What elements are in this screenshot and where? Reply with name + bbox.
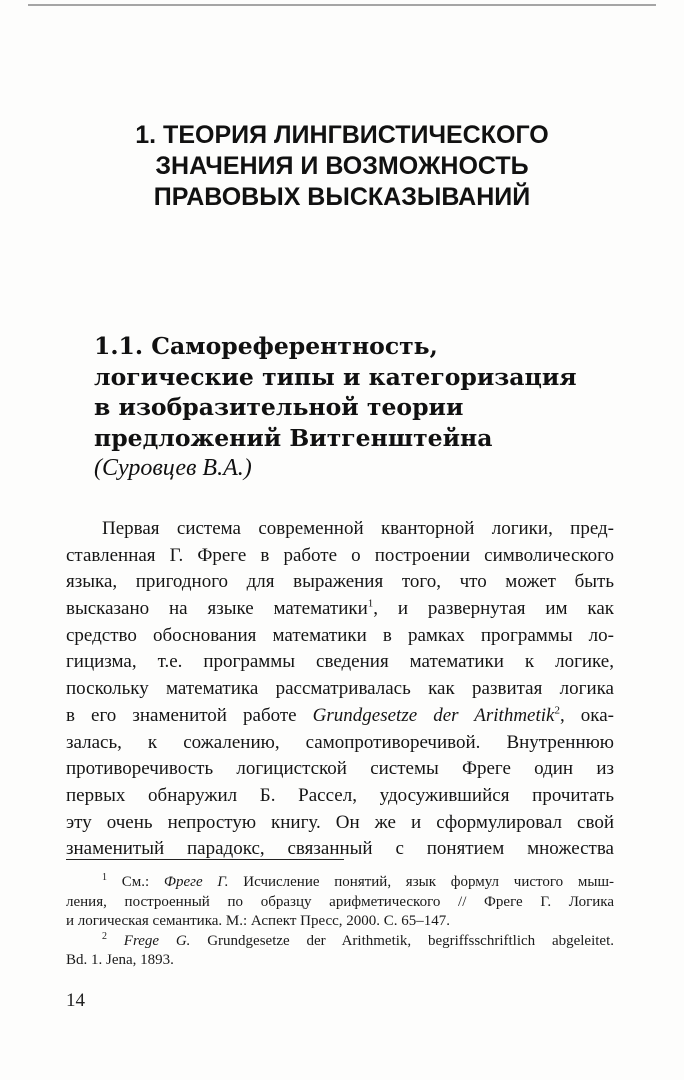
body-line [66,596,614,623]
body-text-fragment: высказано на языке математики [66,598,368,620]
body-line: эту очень непростую книгу. Он же и сформулировал свой [66,811,614,833]
section-author: (Суровцев В.А.) [94,455,252,481]
chapter-title-line: ПРАВОВЫХ ВЫСКАЗЫВАНИЙ [153,183,531,211]
footnote-2-line [66,932,614,952]
chapter-title-line: 1. ТЕОРИЯ ЛИНГВИСТИЧЕСКОГО [135,121,549,149]
body-line: гицизма, т.е. программы сведения математики к логике, [66,651,614,673]
footnotes [66,873,614,971]
body-text-fragment: , и развернутая им как [373,598,614,620]
footnote-separator [66,859,344,860]
body-line [66,703,614,730]
footnote-2-line: Bd. 1. Jena, 1893. [66,952,174,968]
body-paragraph [66,516,614,863]
footnote-text: Исчисление понятий, язык формул чистого мыш- [228,874,614,890]
top-edge-line [28,4,656,6]
section-title [94,331,634,484]
body-text-fragment: в его знаменитой работе [66,704,313,726]
footnote-2-mark: 2 [102,930,107,942]
body-line: первых обнаружил Б. Рассел, удосужившийся прочитать [66,784,614,806]
body-line: залась, к сожалению, самопротиворечивой. Внутреннюю [66,731,614,753]
body-line: ставленная Г. Фреге в работе о построении символического [66,544,614,566]
footnote-author: Фреге Г. [163,874,229,890]
footnote-1-line: и логическая семантика. М.: Аспект Пресс, 2000. С. 65–147. [66,913,451,929]
footnote-text: См.: [121,874,164,890]
section-title-line: предложений Витгенштейна [94,423,493,452]
chapter-title-line: ЗНАЧЕНИЯ И ВОЗМОЖНОСТЬ [155,152,529,180]
section-title-line: в изобразительной теории [94,393,464,421]
footnote-ref-2[interactable]: 2 [554,704,560,717]
footnote-1-line: ления, построенный по образцу арифметического // Фреге Г. Логика [66,893,614,910]
footnote-author: Frege G. [123,932,191,949]
body-line: Первая система современной кванторной логики, пред- [102,518,614,539]
body-text-fragment: , ока- [559,704,614,726]
body-line: языка, пригодного для выражения того, что может быть [66,571,614,593]
page-number: 14 [66,990,85,1011]
footnote-text: Grundgesetze der Arithmetik, begriffsschriftlich abgeleitet. [190,932,615,949]
section-title-line: логические типы и категоризация [94,362,577,391]
book-title-italic: Grundgesetze der Arithmetik [312,704,555,726]
body-line: средство обоснования математики в рамках программы ло- [66,624,614,646]
body-line: противоречивость логицистской системы Фреге один из [66,758,614,780]
chapter-title [60,120,624,213]
footnote-1-mark: 1 [102,872,107,883]
section-title-line: 1.1. Самореферентность, [94,332,438,360]
footnote-ref-1[interactable]: 1 [367,597,374,610]
body-line: поскольку математика рассматривалась как развитая логика [66,678,614,700]
body-line: знаменитый парадокс, связанный с понятием множества [66,838,614,860]
footnote-1-line [66,873,614,893]
